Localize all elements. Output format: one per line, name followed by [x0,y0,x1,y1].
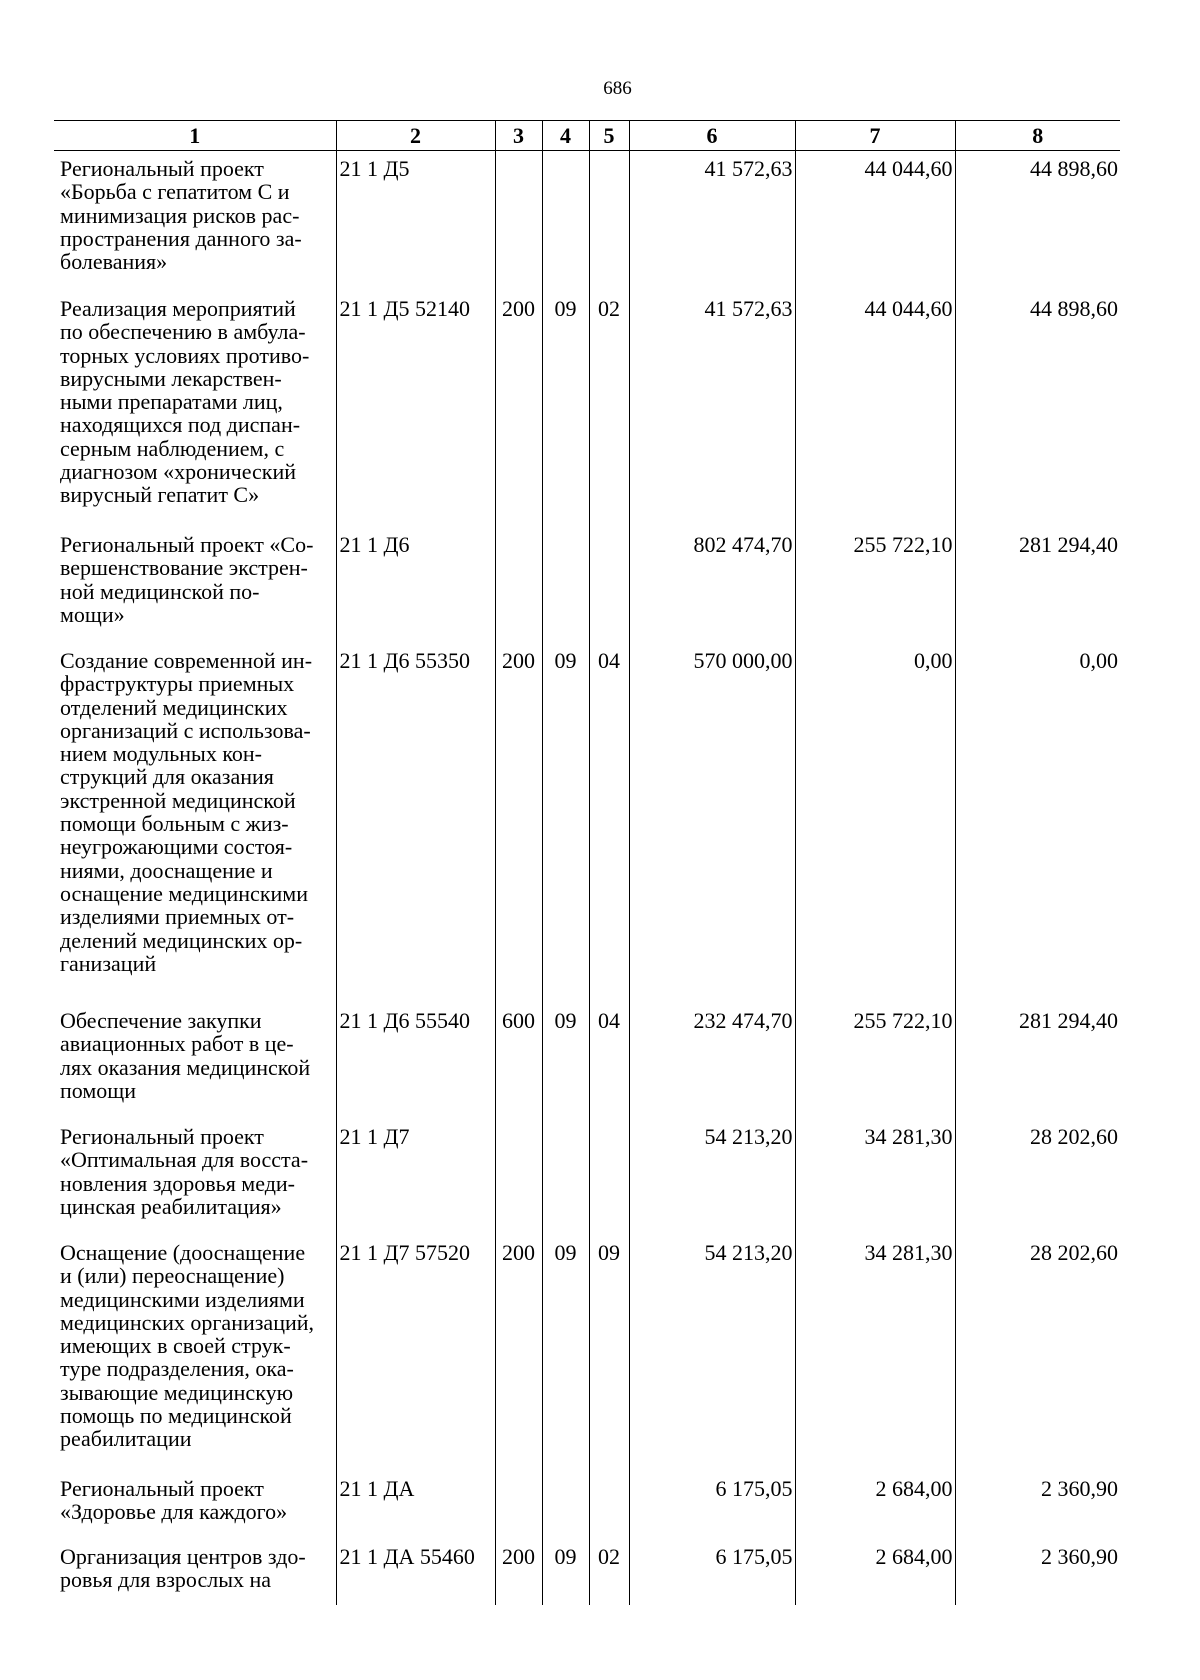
row-amount-year1: 41 572,63 [629,291,795,527]
row-amount-year2: 44 044,60 [795,291,955,527]
row-code: 21 1 Д5 [336,151,495,292]
row-amount-year1: 54 213,20 [629,1119,795,1235]
row-subsection: 02 [589,291,629,527]
column-header: 3 [495,121,542,151]
table-row [54,1471,1120,1539]
table-row [54,291,1120,527]
row-amount-year3: 44 898,60 [955,291,1120,527]
column-header: 8 [955,121,1120,151]
page-number: 686 [603,78,632,99]
row-amount-year3: 0,00 [955,643,1120,1003]
row-code: 21 1 ДА 55460 [336,1539,495,1605]
table-row [54,1119,1120,1235]
row-subsection: 04 [589,643,629,1003]
row-amount-year3: 2 360,90 [955,1539,1120,1605]
row-expense-type: 200 [495,1539,542,1605]
column-header: 4 [542,121,589,151]
row-name: Региональный проект «Здоровье для каждого» [60,1476,288,1525]
row-name: Организация центров здо- ровья для взрослых на [60,1544,306,1593]
row-amount-year1: 6 175,05 [629,1539,795,1605]
budget-table [54,120,1120,1605]
row-amount-year2: 255 722,10 [795,1003,955,1119]
column-header: 7 [795,121,955,151]
row-name: Региональный проект «Со- вершенствование экстрен- ной медицинской по- мощи» [60,532,314,627]
row-section: 09 [542,1539,589,1605]
row-section [542,151,589,292]
column-header: 1 [54,121,336,151]
row-subsection [589,1471,629,1539]
row-amount-year3: 44 898,60 [955,151,1120,292]
row-section: 09 [542,291,589,527]
row-subsection [589,527,629,643]
row-name: Обеспечение закупки авиационных работ в це- лях оказания медицинской помощи [60,1008,311,1103]
row-subsection: 09 [589,1235,629,1471]
row-expense-type [495,1471,542,1539]
row-code: 21 1 ДА [336,1471,495,1539]
row-expense-type: 200 [495,1235,542,1471]
row-amount-year2: 2 684,00 [795,1471,955,1539]
row-amount-year2: 255 722,10 [795,527,955,643]
row-amount-year3: 281 294,40 [955,527,1120,643]
row-amount-year3: 28 202,60 [955,1235,1120,1471]
column-header: 5 [589,121,629,151]
table-row [54,1003,1120,1119]
row-expense-type: 600 [495,1003,542,1119]
row-subsection: 02 [589,1539,629,1605]
row-amount-year1: 6 175,05 [629,1471,795,1539]
row-section: 09 [542,643,589,1003]
row-amount-year3: 28 202,60 [955,1119,1120,1235]
row-name: Создание современной ин- фраструктуры приемных отделений медицинских организаций с использова- нием модульных кон- струкций для оказания экстренной медицинской помощи больным с жиз- неугрожающими состоя- ниями, дооснащение и оснащение медицинскими изделиями приемных от- делений медицинских ор- ганизаций [60,648,313,976]
row-expense-type: 200 [495,291,542,527]
row-amount-year2: 34 281,30 [795,1235,955,1471]
row-code: 21 1 Д6 55540 [336,1003,495,1119]
row-amount-year1: 802 474,70 [629,527,795,643]
row-name: Региональный проект «Оптимальная для восста- новления здоровья меди- цинская реабилитация» [60,1124,309,1219]
row-code: 21 1 Д7 [336,1119,495,1235]
row-code: 21 1 Д6 55350 [336,643,495,1003]
table-row [54,1539,1120,1605]
table-row [54,527,1120,643]
row-section: 09 [542,1235,589,1471]
row-expense-type [495,527,542,643]
row-name: Реализация мероприятий по обеспечению в амбула- торных условиях противо- вирусными лекарствен- ными препаратами лиц, находящихся под диспан- серным наблюдением, с диагнозом «хронический вирусный гепатит С» [60,296,310,508]
table-body [54,151,1120,1606]
row-amount-year1: 41 572,63 [629,151,795,292]
row-code: 21 1 Д5 52140 [336,291,495,527]
row-code: 21 1 Д7 57520 [336,1235,495,1471]
row-expense-type [495,1119,542,1235]
row-section [542,1471,589,1539]
row-section [542,1119,589,1235]
row-expense-type [495,151,542,292]
row-amount-year1: 232 474,70 [629,1003,795,1119]
row-amount-year2: 34 281,30 [795,1119,955,1235]
row-name: Региональный проект «Борьба с гепатитом С и минимизация рисков рас- пространения данного за- болевания» [60,156,302,275]
row-amount-year2: 0,00 [795,643,955,1003]
row-expense-type: 200 [495,643,542,1003]
row-amount-year1: 570 000,00 [629,643,795,1003]
row-amount-year3: 2 360,90 [955,1471,1120,1539]
row-section [542,527,589,643]
row-amount-year1: 54 213,20 [629,1235,795,1471]
row-amount-year2: 44 044,60 [795,151,955,292]
row-code: 21 1 Д6 [336,527,495,643]
table-header-row [54,121,1120,151]
table-row [54,643,1120,1003]
row-section: 09 [542,1003,589,1119]
row-subsection: 04 [589,1003,629,1119]
row-name: Оснащение (дооснащение и (или) переоснащение) медицинскими изделиями медицинских организаций, имеющих в своей струк- туре подразделения, ока- зывающие медицинскую помощь по медицинской реабилитации [60,1240,315,1452]
table-row [54,1235,1120,1471]
row-subsection [589,1119,629,1235]
row-amount-year2: 2 684,00 [795,1539,955,1605]
table-row [54,151,1120,292]
row-amount-year3: 281 294,40 [955,1003,1120,1119]
column-header: 2 [336,121,495,151]
row-subsection [589,151,629,292]
column-header: 6 [629,121,795,151]
